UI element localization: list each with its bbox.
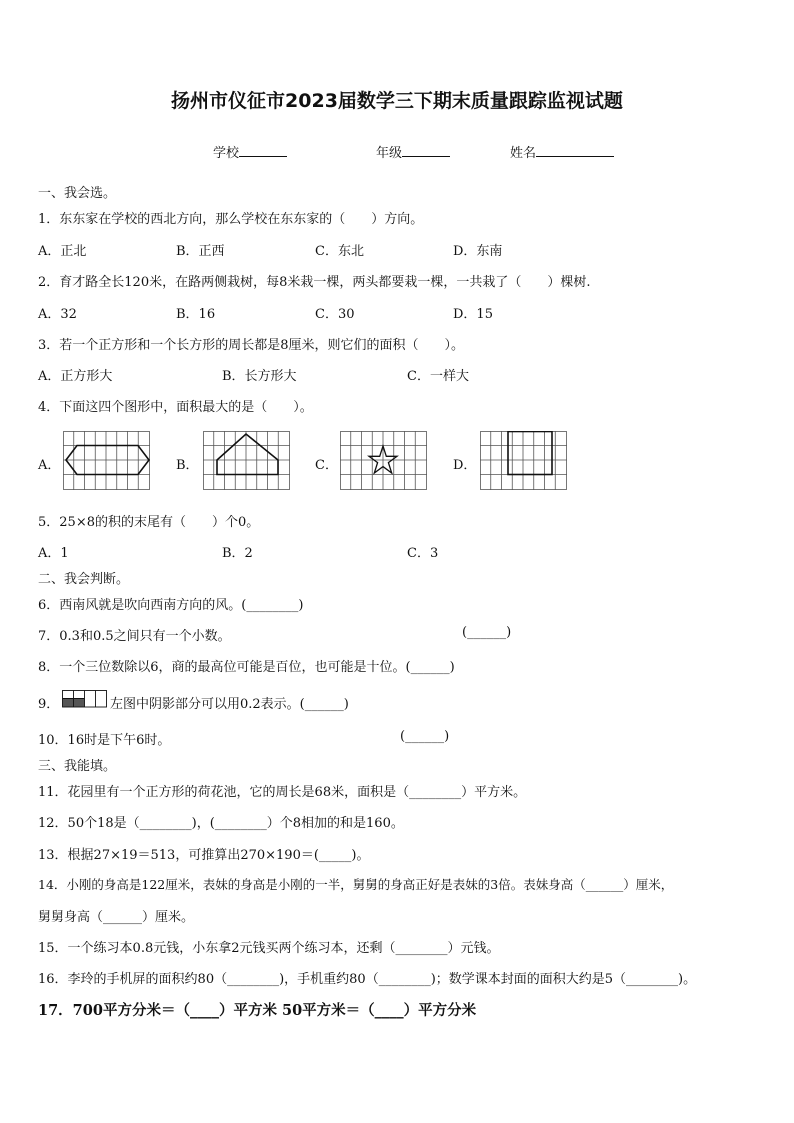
- question-4: 4．下面这四个图形中，面积最大的是（ ）。: [38, 400, 313, 415]
- q4-option-c-label[interactable]: C．: [315, 458, 338, 473]
- question-10: 10．16时是下午6时。: [38, 733, 171, 748]
- q4-option-b-label[interactable]: B．: [176, 458, 199, 473]
- school-blank[interactable]: [239, 142, 287, 157]
- question-12: 12．50个18是（________)，(________）个8相加的和是160。: [38, 816, 404, 831]
- question-6: 6．西南风就是吹向西南方向的风。(________): [38, 598, 304, 613]
- question-3: 3．若一个正方形和一个长方形的周长都是8厘米，则它们的面积（ ）。: [38, 338, 465, 353]
- grade-field: [376, 142, 450, 161]
- question-9-number: 9．: [38, 697, 60, 712]
- name-blank[interactable]: [536, 142, 614, 157]
- q4-figure-b[interactable]: [203, 431, 291, 491]
- question-5: 5．25×8的积的末尾有（ ）个0。: [38, 515, 260, 530]
- section-heading-2: 二、我会判断。: [38, 572, 130, 587]
- section-heading-3: 三、我能填。: [38, 759, 117, 774]
- q5-option-a[interactable]: A．1: [38, 546, 69, 561]
- q4-figure-c[interactable]: [340, 431, 428, 491]
- grid-lines: [63, 431, 150, 490]
- q4-figure-a[interactable]: [63, 431, 151, 491]
- q3-option-c[interactable]: C．一样大: [407, 369, 469, 384]
- question-17: 17．700平方分米＝（____）平方米 50平方米＝（____）平方分米: [38, 1002, 477, 1019]
- q9-decimal-figure: [62, 690, 108, 708]
- grid-lines: [340, 431, 427, 490]
- question-13: 13．根据27×19＝513，可推算出270×190＝(_____)。: [38, 848, 370, 863]
- q5-option-c[interactable]: C．3: [407, 546, 439, 561]
- q1-option-a[interactable]: A．正北: [38, 244, 87, 259]
- pentagon-shape: [217, 434, 278, 475]
- q10-answer-blank[interactable]: (______): [400, 729, 450, 744]
- rectangle-shape: [508, 432, 552, 475]
- grade-label: 年级: [376, 146, 403, 161]
- q4-option-d-label[interactable]: D．: [453, 458, 477, 473]
- school-field: [213, 142, 287, 161]
- question-14-line-1: 14．小刚的身高是122厘米，表妹的身高是小刚的一半，舅舅的身高正好是表妹的3倍。表妹身高（______）厘米，: [38, 877, 674, 892]
- q1-option-c[interactable]: C．东北: [315, 244, 364, 259]
- name-field: [510, 142, 614, 161]
- grid-lines: [480, 431, 567, 490]
- q3-option-a[interactable]: A．正方形大: [38, 369, 113, 384]
- question-16: 16．李玲的手机屏的面积约80（________)，手机重约80（________)；数学课本封面的面积大约是5（________)。: [38, 972, 697, 987]
- name-label: 姓名: [510, 146, 537, 161]
- page-title: 扬州市仪征市2023届数学三下期末质量跟踪监视试题: [171, 90, 623, 112]
- question-9: 左图中阴影部分可以用0.2表示。(______): [110, 697, 349, 712]
- grid-lines: [203, 431, 290, 490]
- q3-option-b[interactable]: B．长方形大: [222, 369, 297, 384]
- q2-option-d[interactable]: D．15: [453, 307, 493, 322]
- q7-answer-blank[interactable]: (______): [462, 625, 512, 640]
- q1-option-b[interactable]: B．正西: [176, 244, 225, 259]
- question-15: 15．一个练习本0.8元钱，小东拿2元钱买两个练习本，还剩（________）元钱。: [38, 941, 500, 956]
- section-heading-1: 一、我会选。: [38, 186, 117, 201]
- school-label: 学校: [213, 146, 240, 161]
- q2-option-b[interactable]: B．16: [176, 307, 216, 322]
- q4-figure-d[interactable]: [480, 431, 568, 491]
- q4-option-a-label[interactable]: A．: [38, 458, 61, 473]
- grade-blank[interactable]: [402, 142, 450, 157]
- q2-option-c[interactable]: C．30: [315, 307, 355, 322]
- question-7: 7．0.3和0.5之间只有一个小数。: [38, 629, 231, 644]
- q1-option-d[interactable]: D．东南: [453, 244, 503, 259]
- q2-option-a[interactable]: A．32: [38, 307, 77, 322]
- question-2: 2．育才路全长120米，在路两侧栽树，每8米栽一棵，两头都要栽一棵，一共栽了（ ）棵树.: [38, 275, 591, 290]
- q5-option-b[interactable]: B．2: [222, 546, 253, 561]
- question-8: 8．一个三位数除以6，商的最高位可能是百位，也可能是十位。(______): [38, 660, 455, 675]
- question-11: 11．花园里有一个正方形的荷花池，它的周长是68米，面积是（________）平方米。: [38, 785, 527, 800]
- question-14-line-2: 舅舅身高（______）厘米。: [38, 910, 195, 925]
- question-1: 1．东东家在学校的西北方向，那么学校在东东家的（ ）方向。: [38, 212, 424, 227]
